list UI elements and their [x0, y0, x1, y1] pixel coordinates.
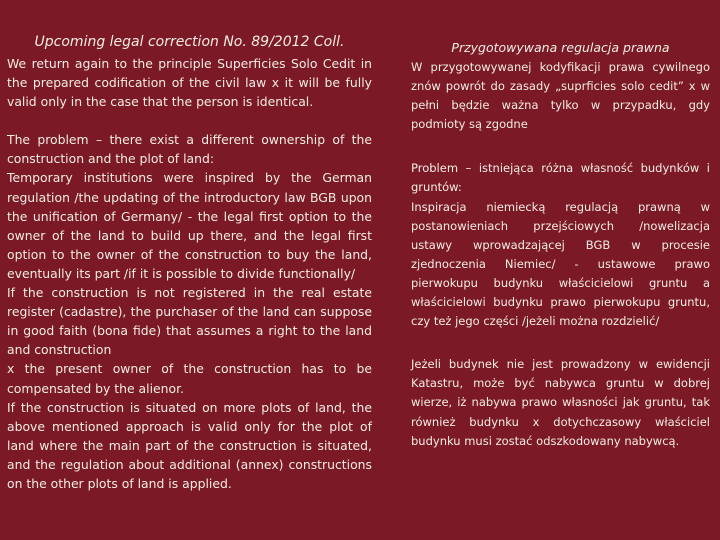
english-paragraph-problem: The problem – there exist a different ownership of the construction and the plot of land: Temporary institutions were inspired by the German regulation /the updating of the introductory law BGB upon the unification of Germany/ - the legal first option to the owner of the land to build up there, and the legal first option to the owner of the construction to buy the land, eventually its part /if it is possible to divide functionally/ If the construction is not registered in the real estate register (cadastre), the purchaser of the land can suppose in good faith (bona fide) that assumes a right to the land and construction x the present owner of the construction has to be compensated by the alienor. If the construction is situated on more plots of land, the above mentioned approach is valid only for the plot of land where the main part of the construction is situated, and the regulation about additional (annex) constructions on the other plots of land is applied. — [7, 132, 372, 491]
polish-paragraph-cadastre: Jeżeli budynek nie jest prowadzony w ewidencji Katastru, może być nabywca gruntu w dobrej wierze, iż nabywa prawo własności jak gruntu, tak również budynku x dotychczasowy właściciel budynku musi zostać odszkodowany nabywcą. — [411, 357, 710, 448]
polish-column — [411, 0, 710, 540]
english-paragraph-intro: We return again to the principle Superficies Solo Cedit in the prepared codification of the civil law x it will be fully valid only in the case that the person is identical. — [7, 56, 372, 110]
polish-paragraph-intro: W przygotowywanej kodyfikacji prawa cywilnego znów powrót do zasady „suprficies solo cedit” x w pełni będzie ważna tylko w przypadku, gdy podmioty są zgodne — [411, 60, 710, 132]
english-title: Upcoming legal correction No. 89/2012 Coll. — [34, 34, 345, 50]
polish-title: Przygotowywana regulacja prawna — [451, 40, 670, 55]
polish-paragraph-problem: Problem – istniejąca różna własność budynków i gruntów: Inspiracja niemiecką regulacją prawną w postanowieniach przejściowych /nowelizacja ustawy wprowadzającej BGB w procesie zjednoczenia Niemiec/ - ustawowe prawo pierwokupu budynku właścicielowi gruntu a właścicielowi budynku prawo pierwokupu gruntu, czy też jego części /jeżeli można rozdzielić/ — [411, 161, 710, 329]
english-column — [7, 0, 372, 540]
